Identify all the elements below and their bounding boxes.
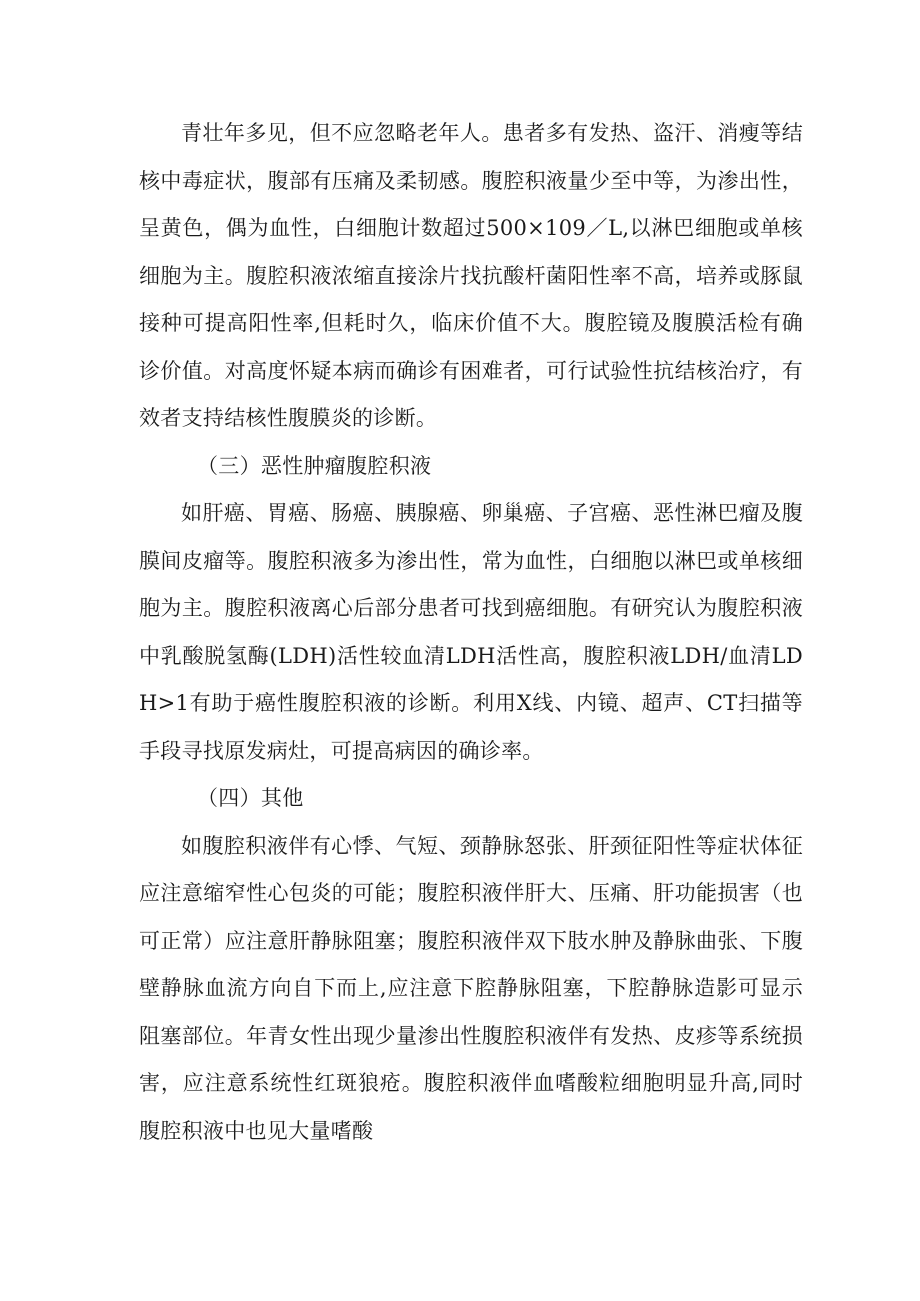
section-heading-malignant-ascites: （三）恶性肿瘤腹腔积液 — [197, 453, 432, 478]
paragraph-tuberculous-peritonitis: 青壮年多见，但不应忽略老年人。患者多有发热、盗汗、消瘦等结核中毒症状，腹部有压痛及柔韧感。腹腔积液量少至中等，为渗出性，呈黄色，偶为血性，白细胞计数超过500×109／L,以淋巴细胞或单核细胞为主。腹腔积液浓缩直接涂片找抗酸杆菌阳性率不高，培养或豚鼠接种可提高阳性率,但耗时久，临床价值不大。腹腔镜及腹膜活检有确诊价值。对高度怀疑本病而确诊有困难者，可行试验性抗结核治疗，有效者支持结核性腹膜炎的诊断。 — [139, 121, 803, 430]
paragraph-other-causes: 如腹腔积液伴有心悸、气短、颈静脉怒张、肝颈征阳性等症状体征应注意缩窄性心包炎的可能；腹腔积液伴肝大、压痛、肝功能损害（也可正常）应注意肝静脉阻塞；腹腔积液伴双下肢水肿及静脉曲张、下腹壁静脉血流方向自下而上,应注意下腔静脉阻塞，下腔静脉造影可显示阻塞部位。年青女性出现少量渗出性腹腔积液伴有发热、皮疹等系统损害，应注意系统性红斑狼疮。腹腔积液伴血嗜酸粒细胞明显升高,同时腹腔积液中也见大量嗜酸 — [139, 833, 803, 1143]
section-heading-other: （四）其他 — [197, 786, 304, 810]
paragraph-malignant-ascites: 如肝癌、胃癌、肠癌、胰腺癌、卵巢癌、子宫癌、恶性淋巴瘤及腹膜间皮瘤等。腹腔积液多为渗出性，常为血性，白细胞以淋巴或单核细胞为主。腹腔积液离心后部分患者可找到癌细胞。有研究认为腹腔积液中乳酸脱氢酶(LDH)活性较血清LDH活性高，腹腔积液LDH/血清LDH>1有助于癌性腹腔积液的诊断。利用X线、内镜、超声、CT扫描等手段寻找原发病灶，可提高病因的确诊率。 — [139, 501, 803, 763]
document-body — [139, 110, 803, 1155]
